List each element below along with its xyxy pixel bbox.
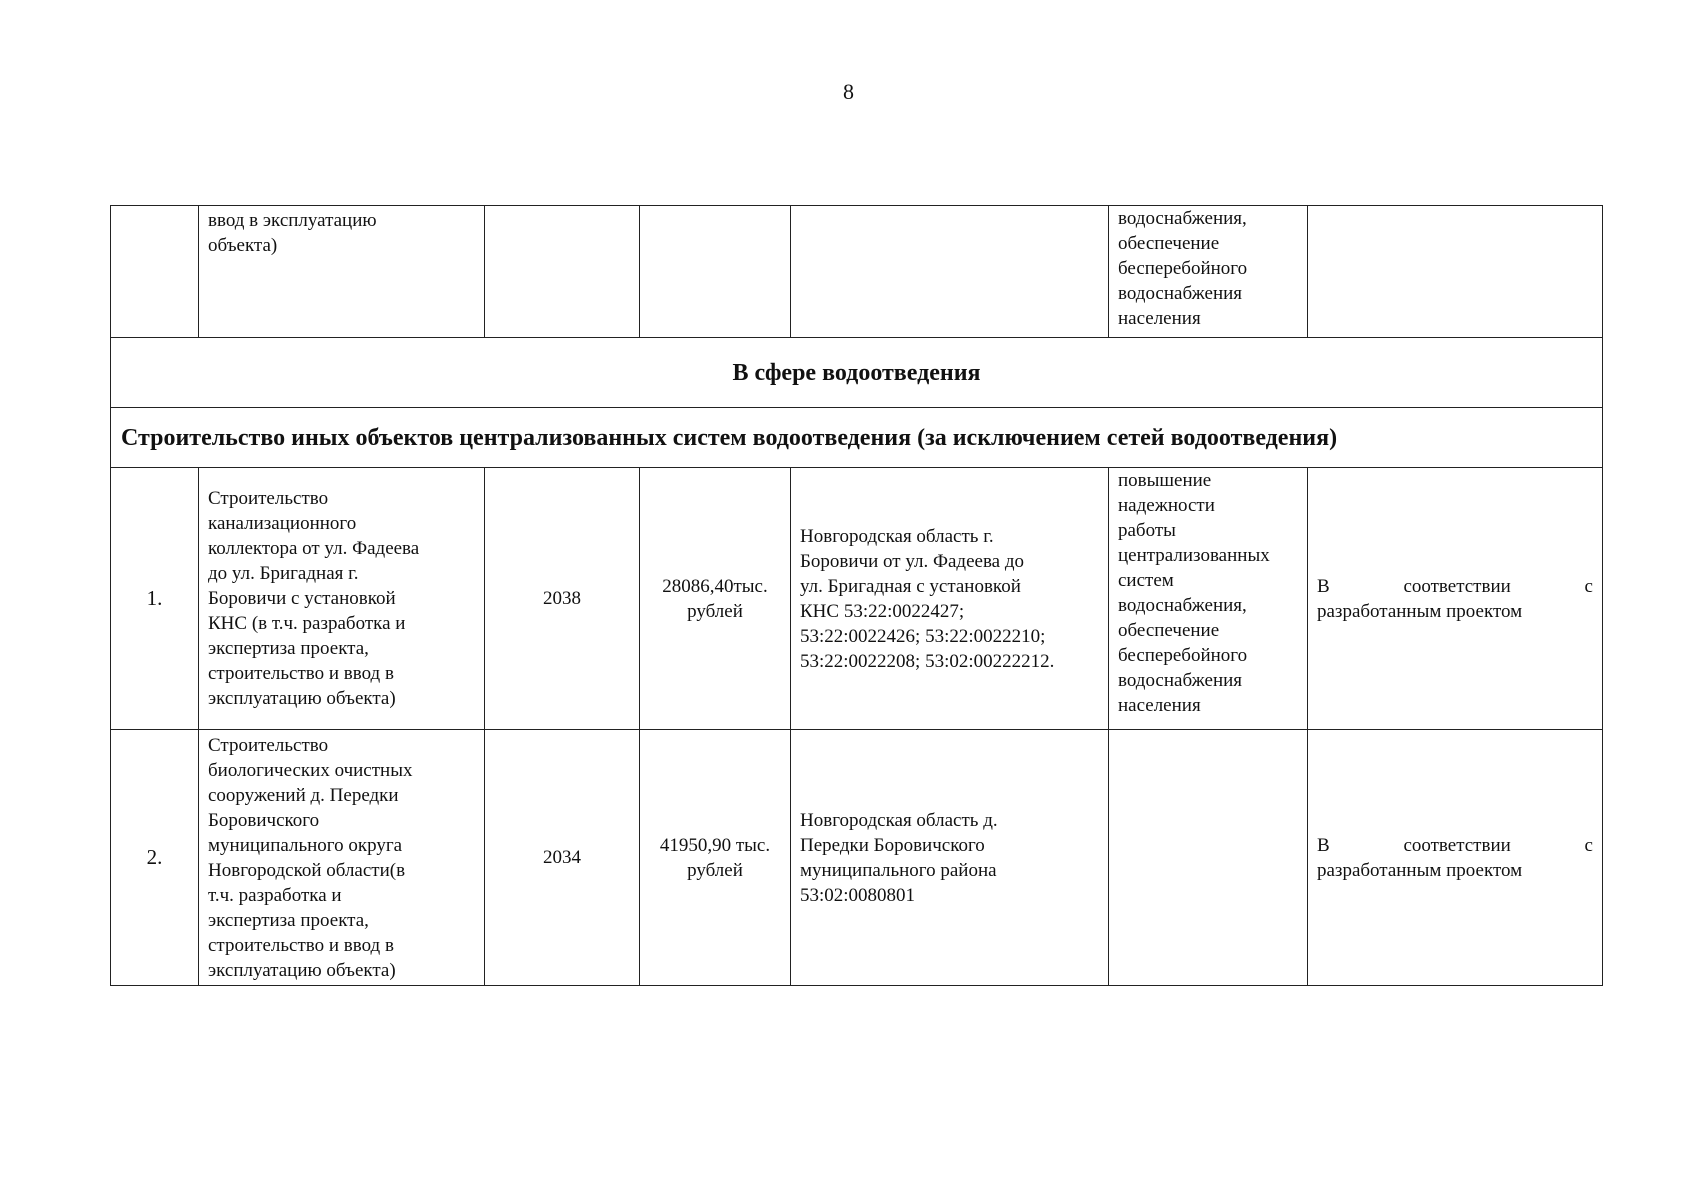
- cell-result: водоснабжения, обеспечение бесперебойного водоснабжения населения: [1109, 206, 1308, 338]
- subsection-row: [111, 408, 1603, 468]
- row-note: [1308, 468, 1603, 730]
- note-word: В: [1317, 834, 1330, 856]
- row-cost: 28086,40тыс. рублей: [640, 468, 791, 730]
- note-word: с: [1584, 575, 1593, 597]
- row-cost: 41950,90 тыс. рублей: [640, 730, 791, 986]
- note-word: В: [1317, 575, 1330, 597]
- continuation-row: [111, 206, 1603, 338]
- row-name: Строительство биологических очистных сооружений д. Передки Боровичского муниципального округа Новгородской области(в т.ч. разработка и экспертиза проекта, строительство и ввод в эксплуатацию объекта): [199, 730, 485, 986]
- note-second-line: разработанным проектом: [1317, 859, 1523, 881]
- note-word: с: [1584, 834, 1593, 856]
- row-year: 2038: [485, 468, 640, 730]
- row-number: 1.: [111, 468, 199, 730]
- note-first-line: [1317, 833, 1593, 858]
- note-word: соответствии: [1403, 575, 1511, 597]
- row-year: 2034: [485, 730, 640, 986]
- cell-name: ввод в эксплуатацию объекта): [199, 206, 485, 338]
- table-row: [111, 468, 1603, 730]
- row-location: Новгородская область д. Передки Боровичского муниципального района 53:02:0080801: [791, 730, 1109, 986]
- measures-table: [110, 205, 1603, 986]
- row-name: Строительство канализационного коллектора от ул. Фадеева до ул. Бригадная г. Боровичи с установкой КНС (в т.ч. разработка и экспертиза проекта, строительство и ввод в эксплуатацию объекта): [199, 468, 485, 730]
- row-number: 2.: [111, 730, 199, 986]
- cell-location: [791, 206, 1109, 338]
- note-word: соответствии: [1403, 834, 1511, 856]
- cell-note: [1308, 206, 1603, 338]
- row-location: Новгородская область г. Боровичи от ул. Фадеева до ул. Бригадная с установкой КНС 53:22:0022427; 53:22:0022426; 53:22:0022210; 53:22:0022208; 53:02:00222212.: [791, 468, 1109, 730]
- cell-year: [485, 206, 640, 338]
- row-result: повышение надежности работы централизованных систем водоснабжения, обеспечение бесперебойного водоснабжения населения: [1109, 468, 1308, 730]
- table-row: [111, 730, 1603, 986]
- page-number: 8: [843, 79, 854, 104]
- cell-cost: [640, 206, 791, 338]
- subsection-title: Строительство иных объектов централизованных систем водоотведения (за исключением сетей водоотведения): [111, 408, 1603, 468]
- row-note: [1308, 730, 1603, 986]
- section-title: В сфере водоотведения: [111, 338, 1603, 408]
- row-result: [1109, 730, 1308, 986]
- note-second-line: разработанным проектом: [1317, 600, 1523, 622]
- section-row: [111, 338, 1603, 408]
- cell-num: [111, 206, 199, 338]
- note-first-line: [1317, 574, 1593, 599]
